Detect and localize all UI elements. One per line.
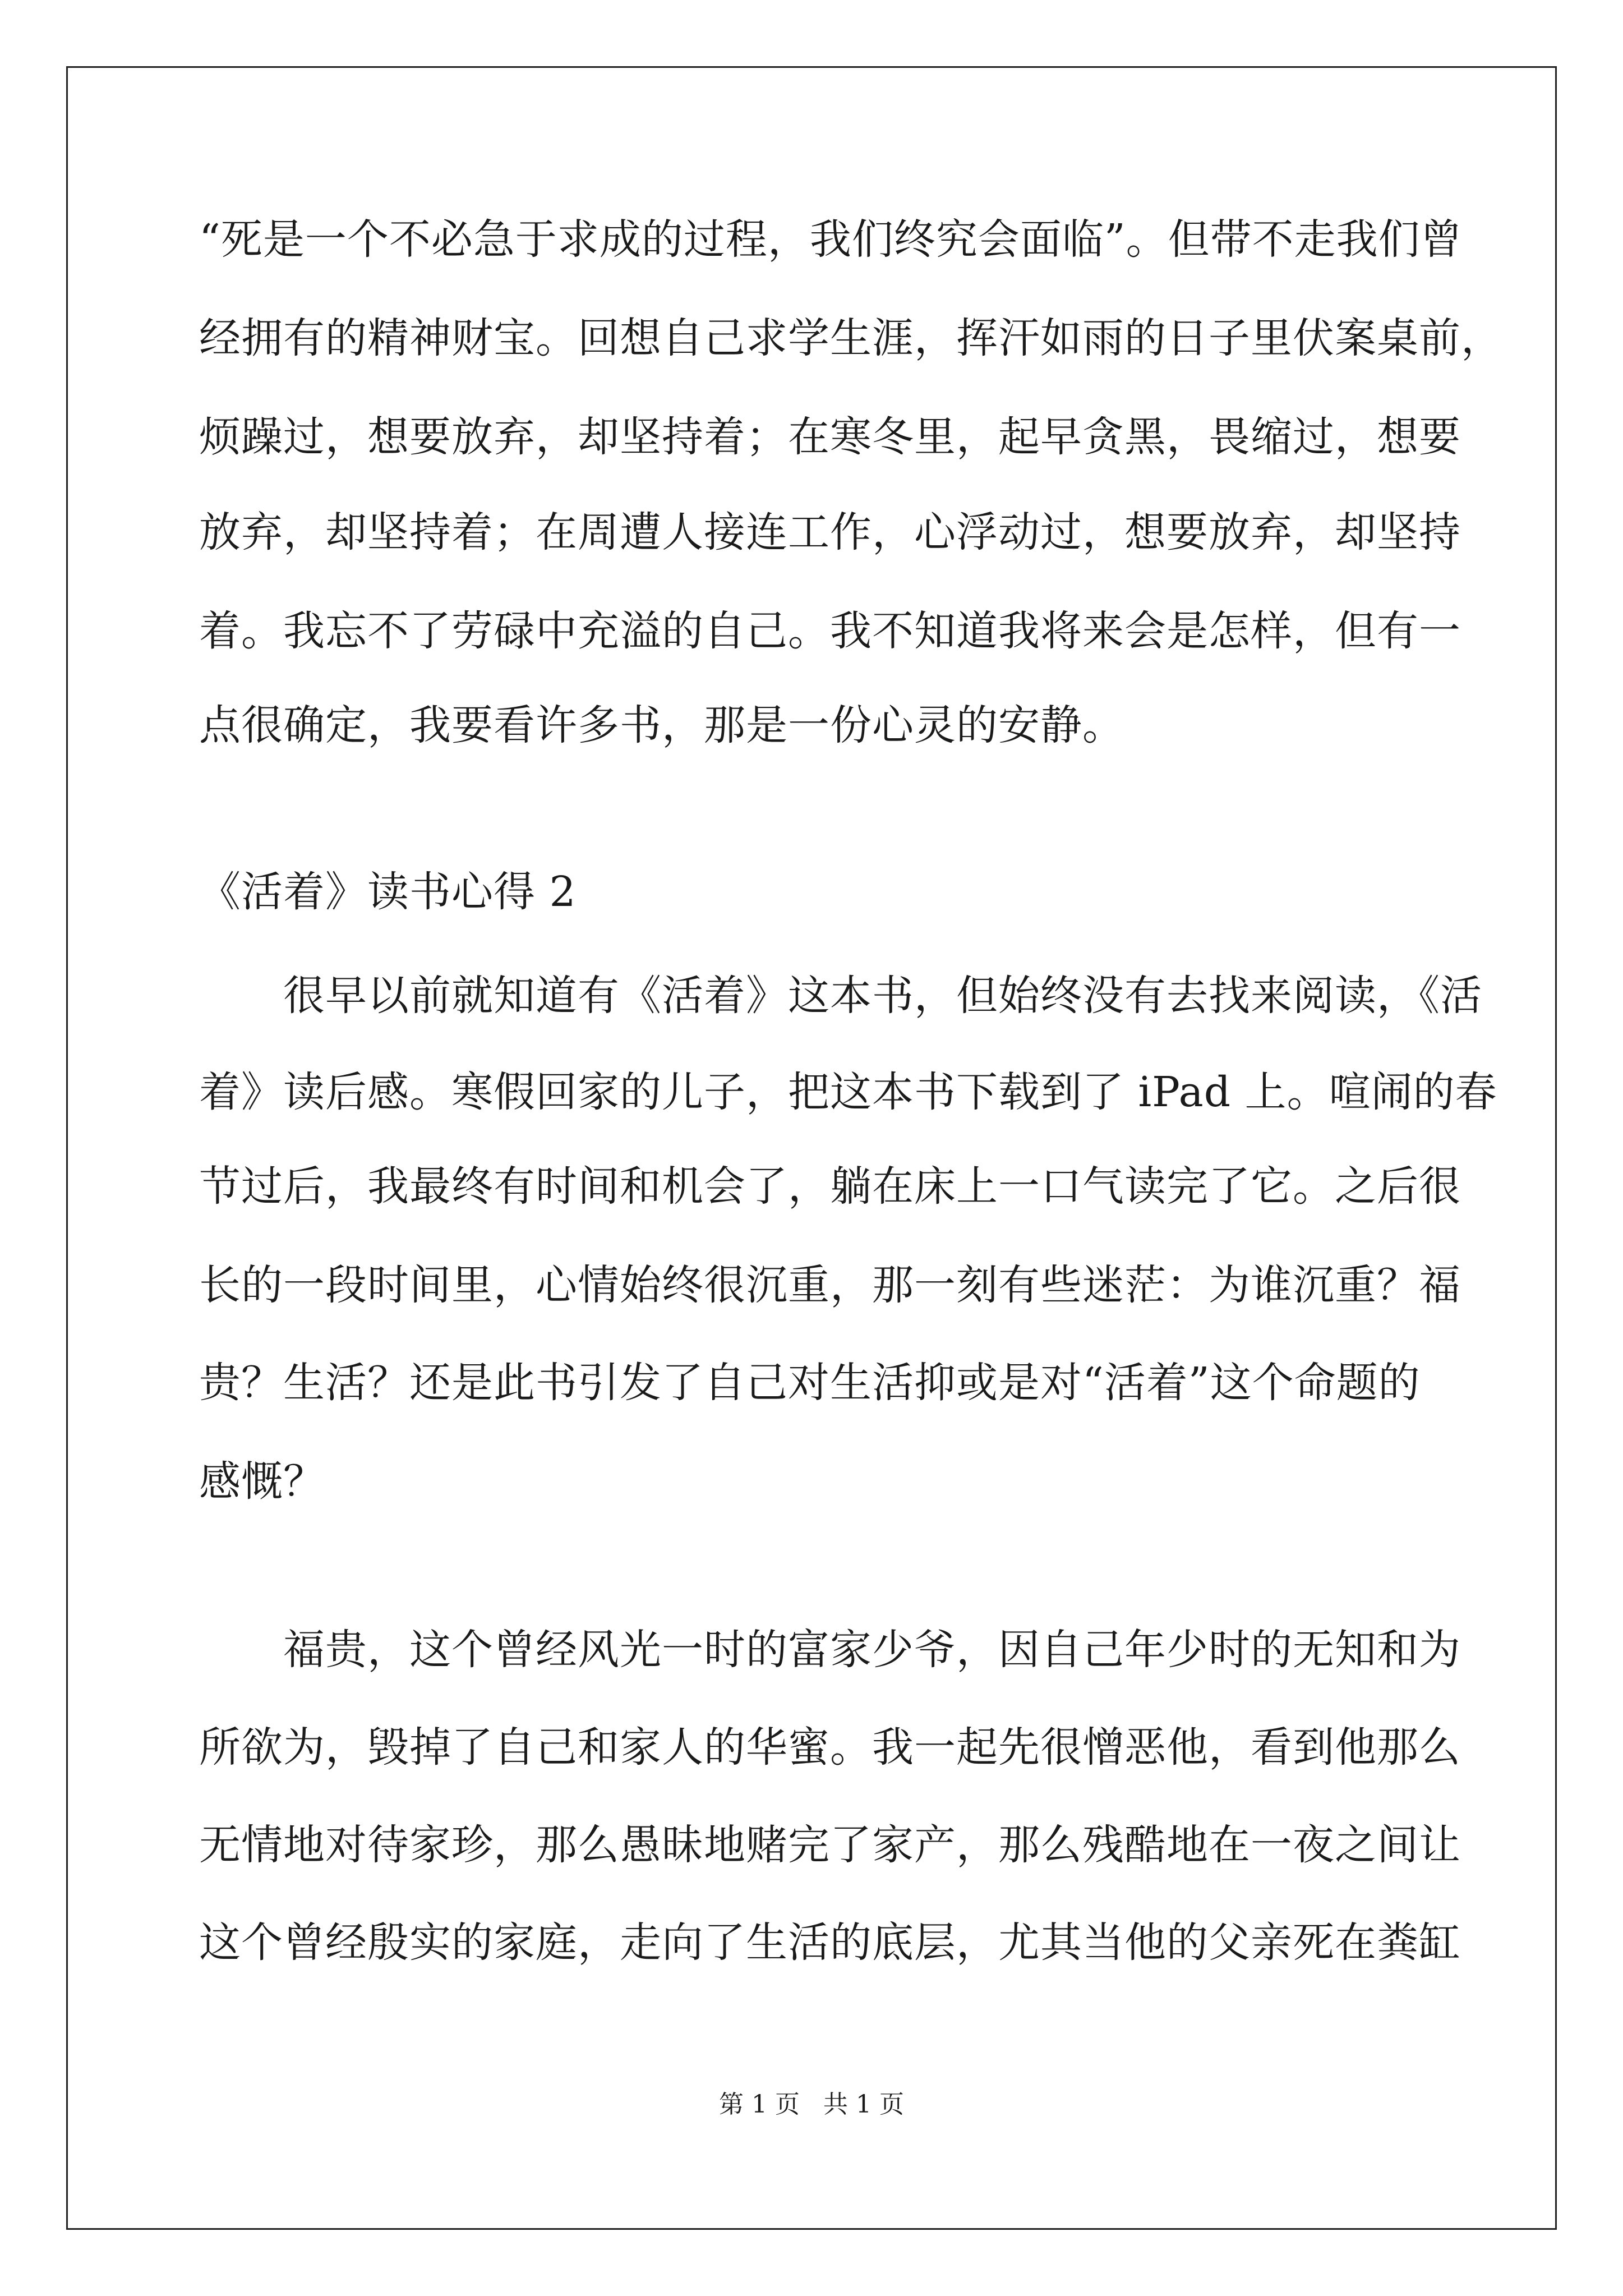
text-line: 烦躁过，想要放弃，却坚持着；在寒冬里，起早贪黑，畏缩过，想要 <box>199 413 1461 461</box>
text-line: 福贵，这个曾经风光一时的富家少爷，因自己年少时的无知和为 <box>283 1626 1461 1674</box>
text-line: 着》读后感。寒假回家的儿子，把这本书下载到了 iPad 上。喧闹的春 <box>199 1068 1497 1116</box>
page-border <box>66 66 1557 2230</box>
text-line: 长的一段时间里，心情始终很沉重，那一刻有些迷茫：为谁沉重？福 <box>199 1261 1461 1309</box>
text-line: 所欲为，毁掉了自己和家人的华蜜。我一起先很憎恶他，看到他那么 <box>199 1723 1461 1772</box>
text-line: 着。我忘不了劳碌中充溢的自己。我不知道我将来会是怎样，但有一 <box>199 607 1461 655</box>
text-line: “死是一个不必急于求成的过程，我们终究会面临”。但带不走我们曾 <box>199 215 1463 264</box>
text-line: 很早以前就知道有《活着》这本书，但始终没有去找来阅读，《活 <box>283 972 1482 1020</box>
text-line: 感慨？ <box>199 1457 325 1506</box>
page-number-footer: 第 1 页 共 1 页 <box>719 2090 904 2119</box>
text-line: 这个曾经殷实的家庭，走向了生活的底层，尤其当他的父亲死在粪缸 <box>199 1918 1461 1967</box>
text-line: 节过后，我最终有时间和机会了，躺在床上一口气读完了它。之后很 <box>199 1162 1461 1211</box>
text-line: 贵？生活？还是此书引发了自己对生活抑或是对“活着”这个命题的 <box>199 1359 1421 1407</box>
section-heading: 《活着》读书心得 2 <box>199 868 577 916</box>
text-line: 无情地对待家珍，那么愚昧地赌完了家产，那么残酷地在一夜之间让 <box>199 1821 1461 1869</box>
text-line: 经拥有的精神财宝。回想自己求学生涯，挥汗如雨的日子里伏案桌前， <box>199 314 1503 362</box>
text-line: 点很确定，我要看许多书，那是一份心灵的安静。 <box>199 701 1124 749</box>
text-line: 放弃，却坚持着；在周遭人接连工作，心浮动过，想要放弃，却坚持 <box>199 508 1461 556</box>
